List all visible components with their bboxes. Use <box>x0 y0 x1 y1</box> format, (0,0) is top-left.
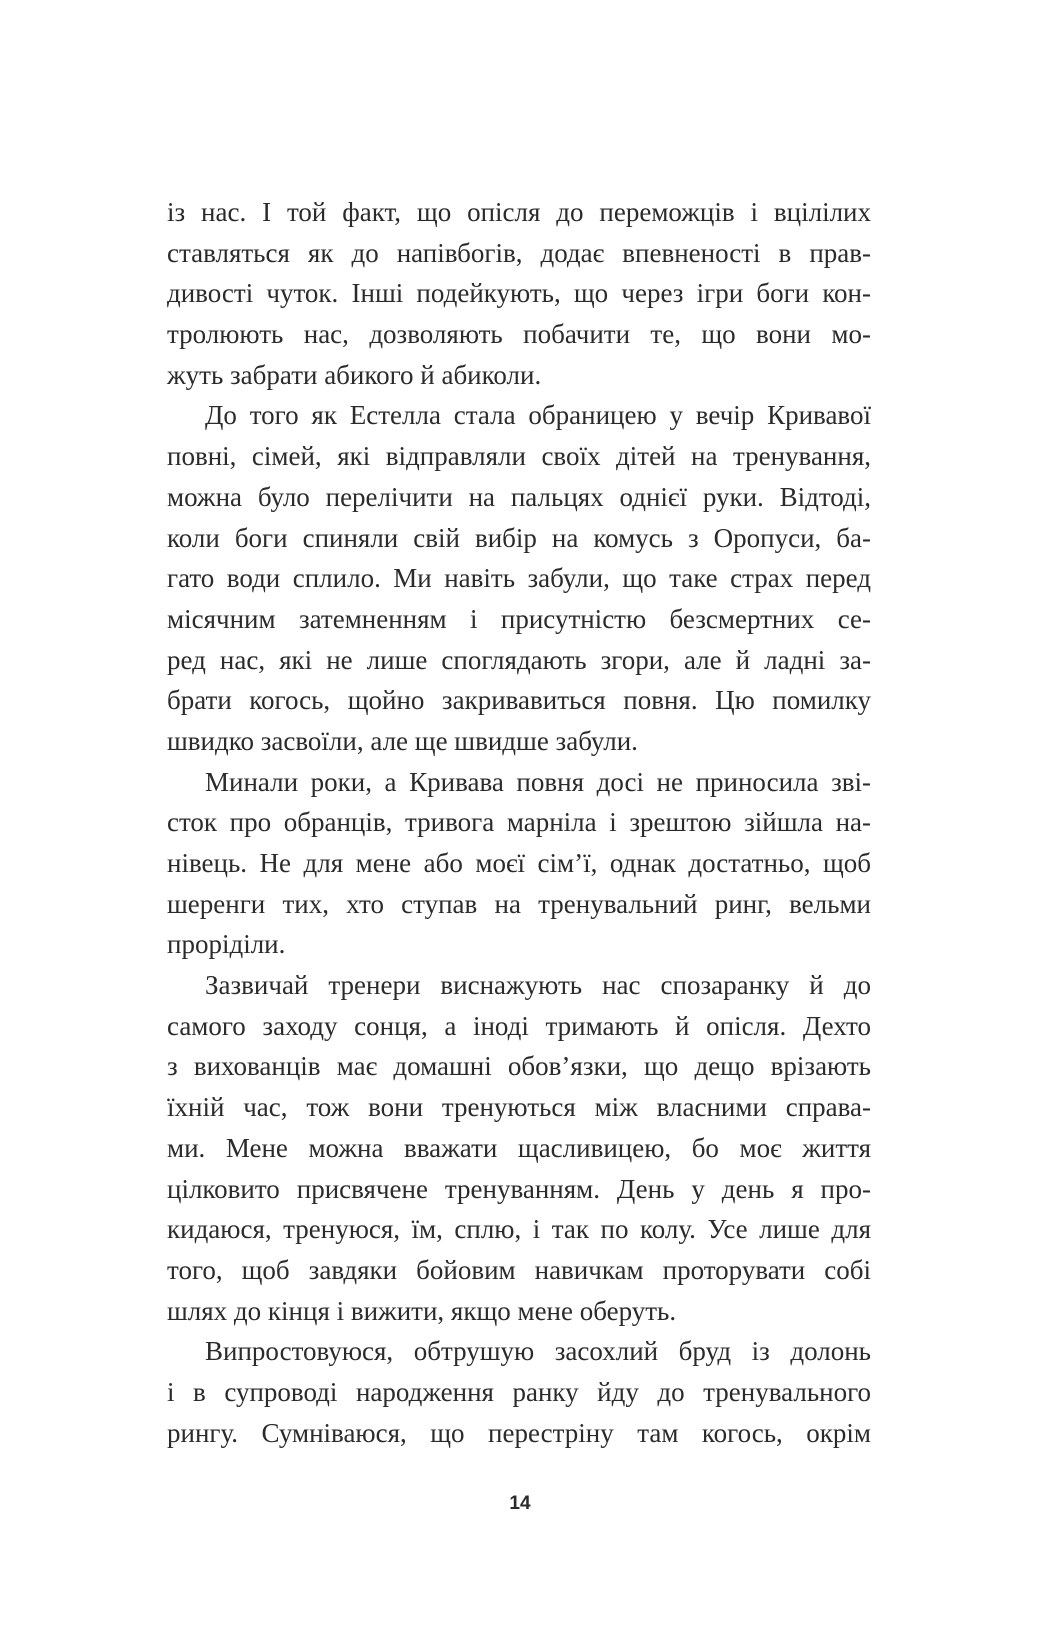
text-line: дивості чуток. Інші подейкують, що через ігри боги кон- <box>167 278 871 309</box>
text-line: можна було перелічити на пальцях однієї руки. Відтоді, <box>167 481 871 512</box>
text-line: швидко засвоїли, але ще швидше забули. <box>167 725 638 756</box>
text-line: з вихованців має домашні обов’язки, що дещо врізають <box>167 1051 871 1082</box>
text-line: із нас. І той факт, що опісля до переможців і вцілілих <box>167 197 871 227</box>
text-line: Минали роки, а Кривава повня досі не приносила зві- <box>205 766 871 797</box>
text-line: гато води сплило. Ми навіть забули, що таке страх перед <box>167 563 871 594</box>
text-line: проріділи. <box>167 929 286 960</box>
text-line: ми. Мене можна вважати щасливицею, бо моє життя <box>167 1132 871 1163</box>
text-line: повні, сімей, які відправляли своїх дітей на тренування, <box>167 441 871 472</box>
text-line: рингу. Сумніваюся, що перестріну там когось, окрім <box>167 1417 871 1448</box>
text-line: тролюють нас, дозволяють побачити те, що вони мо- <box>167 319 871 350</box>
text-line: цілковито присвячене тренуванням. День у день я про- <box>167 1173 871 1204</box>
text-line: і в супроводі народження ранку йду до тренувального <box>167 1376 871 1407</box>
text-line: брати когось, щойно закривавиться повня. Цю помилку <box>167 685 871 716</box>
text-line: кидаюся, тренуюся, їм, сплю, і так по колу. Усе лише для <box>167 1214 871 1245</box>
body-text <box>167 192 871 1453</box>
text-line: коли боги спиняли свій вибір на комусь з Оропуси, ба- <box>167 522 871 553</box>
paragraph <box>167 965 871 1331</box>
text-line: місячним затемненням і присутністю безсмертних се- <box>167 603 871 634</box>
paragraph <box>167 192 871 395</box>
paragraph <box>167 1331 871 1453</box>
text-line: шеренги тих, хто ступав на тренувальний ринг, вельми <box>167 888 871 919</box>
text-line: ред нас, які не лише споглядають згори, але й ладні за- <box>167 644 871 675</box>
text-line: До того як Естелла стала обраницею у вечір Кривавої <box>205 400 871 431</box>
text-line: нівець. Не для мене або моєї сім’ї, однак достатньо, щоб <box>167 848 871 878</box>
text-line: їхній час, тож вони тренуються між власними справа- <box>167 1092 871 1123</box>
text-line: сток про обранців, тривога марніла і зрештою зійшла на- <box>167 807 871 838</box>
text-line: Випростовуюся, обтрушую засохлий бруд із долонь <box>205 1336 871 1367</box>
text-line: того, щоб завдяки бойовим навичкам проторувати собі <box>167 1254 871 1285</box>
text-line: самого заходу сонця, а іноді тримають й опісля. Дехто <box>167 1010 871 1041</box>
paragraph <box>167 762 871 965</box>
text-line: жуть забрати абикого й абиколи. <box>167 359 542 390</box>
paragraph <box>167 395 871 761</box>
text-line: ставляться як до напівбогів, додає впевненості в прав- <box>167 237 871 268</box>
text-line: Зазвичай тренери виснажують нас спозаранку й до <box>205 970 871 1001</box>
text-line: шлях до кінця і вижити, якщо мене оберуть. <box>167 1295 677 1326</box>
page-number: 14 <box>509 1493 531 1514</box>
